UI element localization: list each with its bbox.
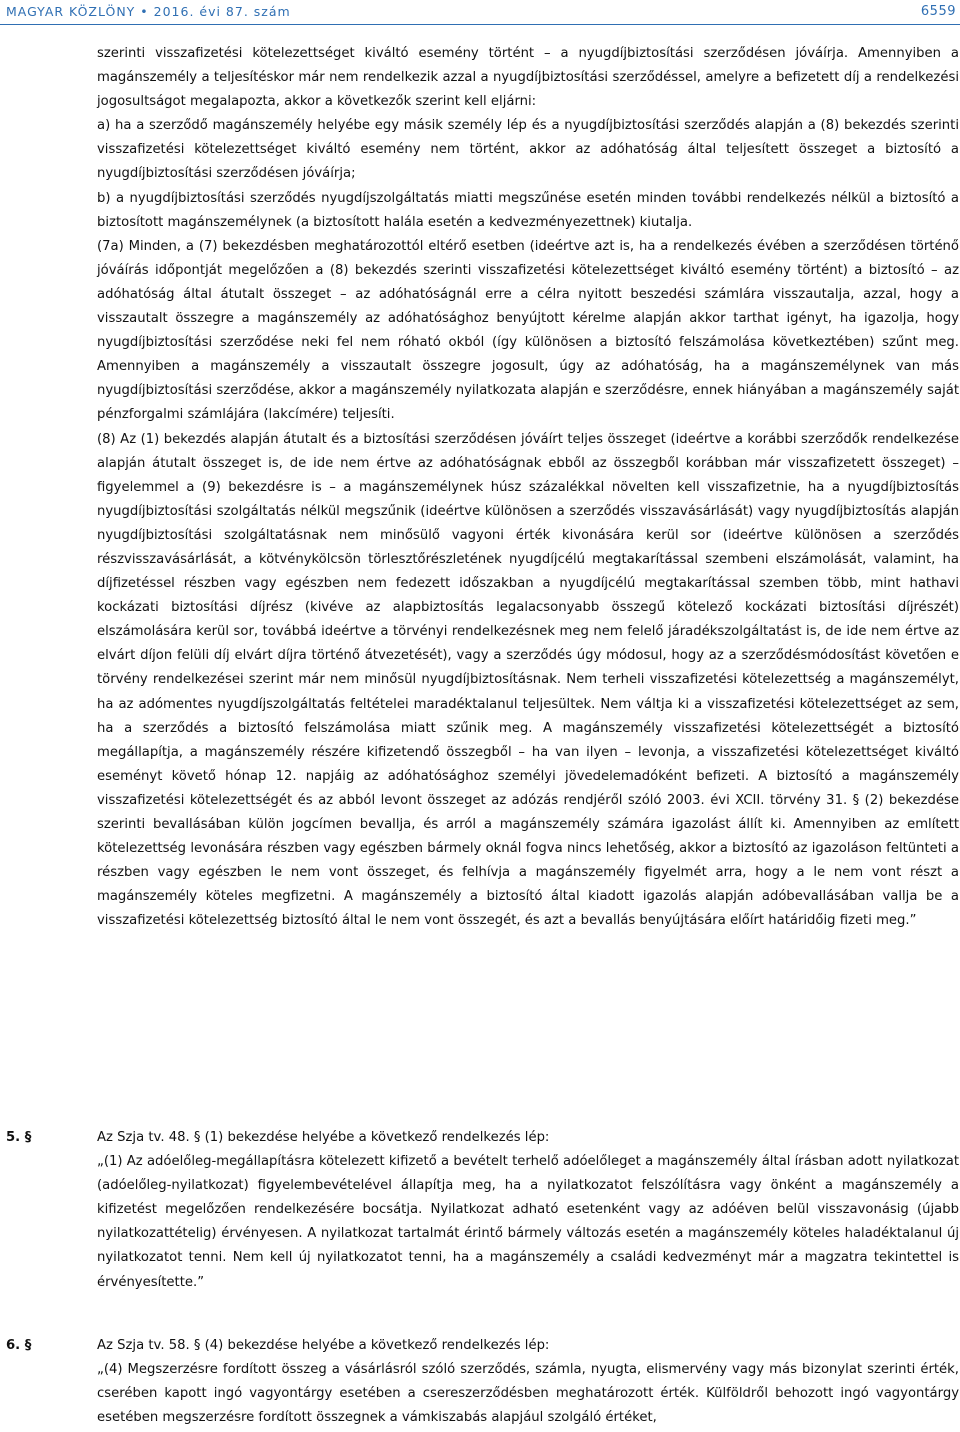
paragraph-8: (8) Az (1) bekezdés alapján átutalt és a biztosítási szerződésen jóváírt teljes összeget (ideértve a korábbi szerződők rendelkezése alapján átutalt összeget is, de ide nem értve az adóhatóságnak ebből az összegből korábban már visszafizetett összeget) – figyelemmel a (9) bekezdésre is – a magánszemélynek húsz százalékkal növelten kell visszafizetnie, ha a nyugdíjbiztosítás nyugdíjbiztosítási szolgáltatás nélkül megszűnik (ideértve különösen a szerződés visszavásárlását) vagy nyugdíjbiztosítás alapján nyugdíjbiztosítási szolgáltatásnak nem minősülő vagyoni érték kivonására kerül sor (ideértve különösen a szerződés részvisszavásárlását, a kötvénykölcsön törlesztőrészletének nyugdíjcélú megtakarítással szembeni elszámolását, valamint, ha díjfizetéssel részben vagy egészben nem fedezett időszakban a nyugdíjcélú megtakarítással szemben több, mint hathavi kockázati biztosítási díjrész (kivéve az alapbiztosítás legalacsonyabb összegű kötelező kockázati biztosítási díjrészét) elszámolására kerül sor, továbbá ideértve a törvényi rendelkezésnek meg nem felelő járadékszolgáltatást is, de ide nem értve az elvárt díjon felüli díj elvárt díjra történő átvezetését), vagy a szerződés úgy módosul, hogy az a szerződésmódosítást követően e törvény rendelkezései szerint már nem minősül nyugdíjbiztosításnak. Nem terheli visszafizetési kötelezettség a magánszemélyt, ha az adómentes nyugdíjszolgáltatás feltételei maradéktalanul teljesültek. Nem váltja ki a visszafizetési kötelezettséget az sem, ha a szerződés a biztosító felszámolása miatt szűnik meg. A magánszemély visszafizetési kötelezettségét a biztosító megállapítja, a magánszemély részére kifizetendő összegből – ha van ilyen – levonja, a visszafizetési kötelezettséget kiváltó eseményt követő hónap 12. napjáig az adóhatósághoz személyi jövedelemadóként befizeti. A biztosító a magánszemély visszafizetési kötelezettségét és az abból levont összeget az adózás rendjéről szóló 2003. évi XCII. törvény 31. § (2) bekezdése szerinti bevallásában külön jogcímen bevallja, és arról a magánszemély számára igazolást állít ki. Amennyiben az említett kötelezettség levonására részben vagy egészben bármely oknál fogva nincs lehetőség, akkor a biztosító az igazoláson feltünteti a részben vagy egészben le nem vont összeget, és felhívja a magánszemély figyelmét arra, hogy a le nem vont részt a magánszemély köteles megfizetni. A magánszemély a biztosító által kiadott igazolás alapján adóbevallásában vallja be a visszafizetési kötelezettség biztosító által le nem vont összegét, és azt a bevallás benyújtására előírt határidőig fizeti meg.” — [97, 431, 959, 929]
journal-title: MAGYAR KÖZLÖNY • 2016. évi 87. szám — [6, 4, 291, 19]
paragraph-point-b: b) a nyugdíjbiztosítási szerződés nyugdíjszolgáltatás miatti megszűnése esetén minden további rendelkezés nélkül a biztosító a biztosított magánszemélynek (a biztosított halála esetén a kedvezményezettnek) kiutalja. — [97, 190, 959, 230]
page-number: 6559 — [920, 4, 956, 19]
section-quote: „(1) Az adóelőleg-megállapításra kötelezett kifizető a bevételt terhelő adóelőleget a magánszemély által írásban adott nyilatkozat (adóelőleg-nyilatkozat) figyelembevételével állapítja meg, ha a nyilatkozatot felszólításra vagy önként a magánszemély a kifizetést megelőzően rendelkezésére bocsátja. Nyilatkozat adható esetenként vagy az adóéven belül visszavonásig (újabb nyilatkozattételig) érvényesen. A nyilatkozat tartalmát érintő bármely változás esetén a magánszemély köteles haladéktalanul új nyilatkozatot tenni. Nem kell új nyilatkozatot tenni, ha a magánszemély a családi kedvezményt már a magzatra tekintettel is érvényesítette.” — [97, 1154, 959, 1290]
page-header — [0, 0, 960, 26]
section-intro: Az Szja tv. 48. § (1) bekezdése helyébe a következő rendelkezés lép: — [97, 1130, 550, 1145]
section-intro: Az Szja tv. 58. § (4) bekezdése helyébe a következő rendelkezés lép: — [97, 1338, 550, 1353]
section-number: 5. § — [6, 1130, 32, 1145]
paragraph-intro: szerinti visszafizetési kötelezettséget kiváltó esemény történt – a nyugdíjbiztosítási szerződésen jóváírja. Amennyiben a magánszemély a teljesítéskor már nem rendelkezik azzal a nyugdíjbiztosítási szerződéssel, amelyre a befizetett díj a rendelkezési jogosultságot megalapozta, akkor a következők szerint kell eljárni: — [97, 46, 959, 110]
paragraph-point-a: a) ha a szerződő magánszemély helyébe egy másik személy lép és a nyugdíjbiztosítási szerződés alapján a (8) bekezdés szerinti visszafizetési kötelezettséget kiváltó esemény nem történt, akkor az adóhatóság által teljesített összeget a biztosító a nyugdíjbiztosítási szerződésen jóváírja; — [97, 118, 959, 182]
section-quote: „(4) Megszerzésre fordított összeg a vásárlásról szóló szerződés, számla, nyugta, elismervény vagy más bizonylat szerinti érték, cserében kapott ingó vagyontárgy esetében a csereszerződésben meghatározott érték. Külföldről behozott ingó vagyontárgy esetében megszerzésre fordított összegnek a vámkiszabás alapjául szolgáló értéket, — [97, 1362, 959, 1426]
continued-text — [97, 42, 959, 933]
paragraph-7a: (7a) Minden, a (7) bekezdésben meghatározottól eltérő esetben (ideértve azt is, ha a rendelkezés évében a szerződésen történő jóváírás időpontját megelőzően a (8) bekezdés szerinti visszafizetési kötelezettséget kiváltó esemény történt) a biztosító – az adóhatóság által átutalt összeget – az adóhatóságnál erre a célra nyitott beszedési számlára visszautalja, azzal, hogy a visszautalt összegre a magánszemély az adóhatósághoz benyújtott kérelme alapján akkor tarthat igényt, ha igazolja, hogy nyugdíjbiztosítási szerződése neki fel nem róható okból (így különösen a biztosító felszámolása következtében) szűnt meg. Amennyiben a magánszemély a visszautalt összegre jogosult, úgy az adóhatóság, ha a magánszemélynek van más nyugdíjbiztosítási szerződése, akkor a magánszemély nyilatkozata alapján e szerződésre, ennek hiányában a magánszemély saját pénzforgalmi számlájára (lakcímére) teljesíti. — [97, 238, 959, 423]
section-number: 6. § — [6, 1338, 32, 1353]
header-rule — [0, 24, 960, 25]
